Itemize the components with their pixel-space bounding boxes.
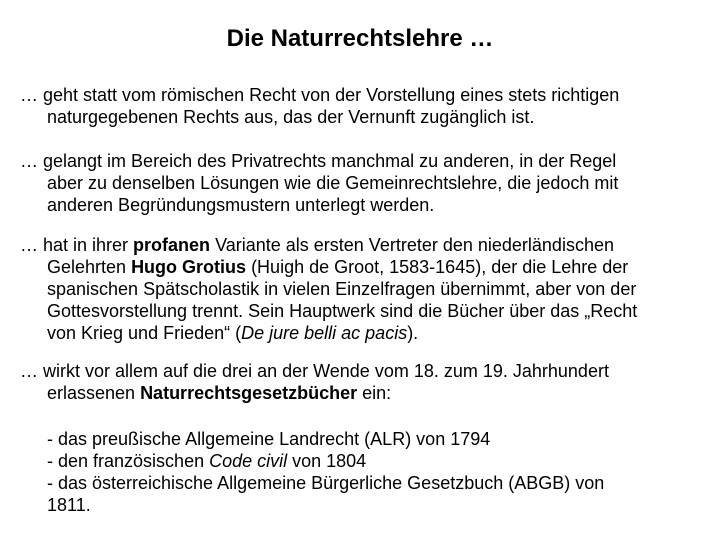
text-run: (Huigh de Groot, 1583-1645), der die Lehre der bbox=[246, 257, 629, 277]
italic-code-civil: Code civil bbox=[209, 451, 288, 471]
text-line: naturgegebenen Rechts aus, das der Vernunft zugänglich ist. bbox=[47, 107, 535, 127]
text-run: von 1804 bbox=[287, 451, 367, 471]
bold-term-codes: Naturrechtsgesetzbücher bbox=[140, 383, 358, 403]
list-item-abgb: - das österreichische Allgemeine Bürgerliche Gesetzbuch (ABGB) von bbox=[47, 473, 605, 493]
list-item-abgb-continued: 1811. bbox=[47, 495, 91, 515]
text-line: aber zu denselben Lösungen wie die Gemeinrechtslehre, die jedoch mit bbox=[47, 173, 619, 193]
text-line: spanischen Spätscholastik in vielen Einzelfragen übernimmt, aber von der bbox=[47, 279, 637, 299]
text-run: erlassenen bbox=[47, 383, 141, 403]
text-line bbox=[20, 256, 710, 278]
paragraph-codifications bbox=[20, 360, 710, 404]
italic-work-title: De jure belli ac pacis bbox=[241, 323, 408, 343]
bold-name-hugo-grotius: Hugo Grotius bbox=[131, 257, 247, 277]
codification-list bbox=[47, 428, 707, 516]
paragraph-private-law bbox=[20, 150, 710, 216]
text-line bbox=[20, 234, 710, 256]
text-line: … gelangt im Bereich des Privatrechts manchmal zu anderen, in der Regel bbox=[20, 151, 617, 171]
list-item-alr: - das preußische Allgemeine Landrecht (ALR) von 1794 bbox=[47, 429, 491, 449]
text-run: Variante als ersten Vertreter den niederländischen bbox=[210, 235, 614, 255]
text-line bbox=[20, 382, 710, 404]
slide-title: Die Naturrechtslehre … bbox=[226, 25, 494, 52]
text-line bbox=[20, 322, 710, 344]
paragraph-grotius bbox=[20, 234, 710, 344]
paragraph-natural-law-basis bbox=[20, 84, 710, 128]
text-line: … geht statt vom römischen Recht von der Vorstellung eines stets richtigen bbox=[20, 85, 620, 105]
list-item-code-civil bbox=[47, 450, 707, 472]
text-run: Gelehrten bbox=[47, 257, 132, 277]
text-line: … wirkt vor allem auf die drei an der Wende vom 18. zum 19. Jahrhundert bbox=[20, 361, 609, 381]
text-line: anderen Begründungsmustern unterlegt werden. bbox=[47, 195, 435, 215]
text-run: von Krieg und Frieden“ ( bbox=[47, 323, 242, 343]
text-run: ). bbox=[407, 323, 419, 343]
text-line: Gottesvorstellung trennt. Sein Hauptwerk sind die Bücher über das „Recht bbox=[47, 301, 638, 321]
text-run: ein: bbox=[357, 383, 392, 403]
bold-term-profanen: profanen bbox=[133, 235, 211, 255]
text-run: … hat in ihrer bbox=[20, 235, 134, 255]
text-run: - den französischen bbox=[47, 451, 210, 471]
